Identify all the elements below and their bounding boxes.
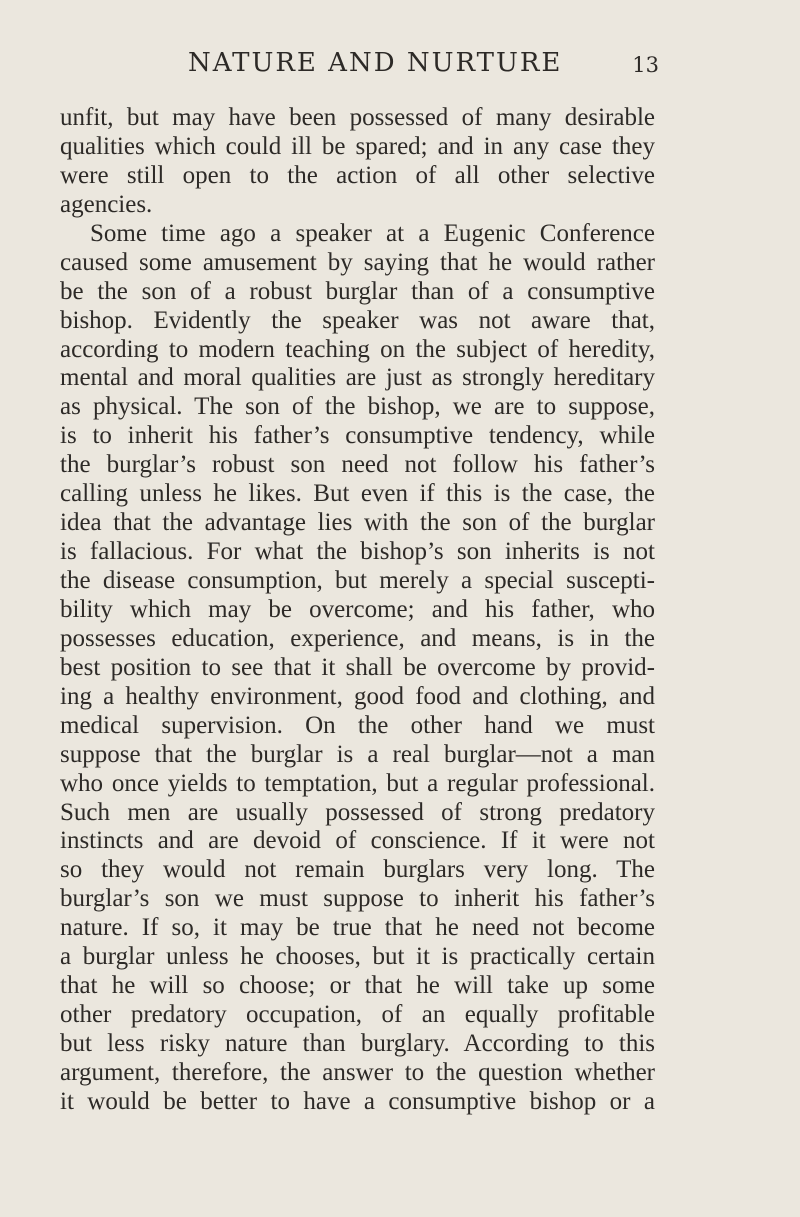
- text-line: as physical. The son of the bishop, we are to suppose,: [60, 393, 655, 421]
- paragraph-first-line: Some time ago a speaker at a Eugenic Conference: [90, 219, 655, 247]
- text-line: but less risky nature than burglary. According to this: [60, 1030, 655, 1057]
- text-line: so they would not remain burglars very long. The: [60, 856, 655, 884]
- text-line: burglar’s son we must suppose to inherit his father’s: [60, 885, 655, 913]
- text-line: the disease consumption, but merely a special suscepti-: [60, 567, 655, 594]
- text-line: unfit, but may have been possessed of many desirable: [60, 104, 655, 131]
- text-line: qualities which could ill be spared; and in any case they: [60, 132, 655, 160]
- text-line: the burglar’s robust son need not follow his father’s: [60, 451, 655, 479]
- text-line: possesses education, experience, and means, is in the: [60, 624, 655, 652]
- text-line: were still open to the action of all other selective: [60, 161, 655, 189]
- text-line: mental and moral qualities are just as strongly hereditary: [60, 364, 655, 392]
- text-line: nature. If so, it may be true that he need not become: [60, 914, 655, 942]
- text-line: instincts and are devoid of conscience. If it were not: [60, 827, 655, 855]
- text-line: bility which may be overcome; and his father, who: [60, 595, 655, 623]
- body-text: [60, 104, 655, 1117]
- text-line: medical supervision. On the other hand we must: [60, 711, 655, 739]
- text-line: calling unless he likes. But even if this is the case, the: [60, 480, 655, 508]
- text-line: that he will so choose; or that he will take up some: [60, 972, 655, 1000]
- text-line: a burglar unless he chooses, but it is practically certain: [60, 943, 655, 971]
- text-line: best position to see that it shall be overcome by provid-: [60, 653, 655, 681]
- page-number: 13: [632, 53, 659, 77]
- text-line: other predatory occupation, of an equally profitable: [60, 1001, 655, 1029]
- text-line: according to modern teaching on the subject of heredity,: [60, 335, 655, 363]
- text-line: ing a healthy environment, good food and clothing, and: [60, 682, 655, 710]
- text-line: it would be better to have a consumptive bishop or a: [60, 1087, 655, 1115]
- running-title: NATURE AND NURTURE: [188, 48, 563, 78]
- text-line: who once yields to temptation, but a regular professional.: [60, 769, 655, 797]
- text-line: Such men are usually possessed of strong predatory: [60, 798, 655, 826]
- text-line: argument, therefore, the answer to the question whether: [60, 1058, 655, 1086]
- text-line: caused some amusement by saying that he would rather: [60, 248, 655, 276]
- text-line: is fallacious. For what the bishop’s son inherits is not: [60, 538, 655, 566]
- text-line: bishop. Evidently the speaker was not aware that,: [60, 306, 655, 334]
- text-line: agencies.: [60, 190, 153, 218]
- text-line: is to inherit his father’s consumptive tendency, while: [60, 422, 655, 450]
- text-line: be the son of a robust burglar than of a consumptive: [60, 277, 655, 305]
- text-line: idea that the advantage lies with the son of the burglar: [60, 509, 655, 537]
- text-line: suppose that the burglar is a real burglar—not a man: [60, 740, 655, 768]
- page-header: [60, 48, 665, 88]
